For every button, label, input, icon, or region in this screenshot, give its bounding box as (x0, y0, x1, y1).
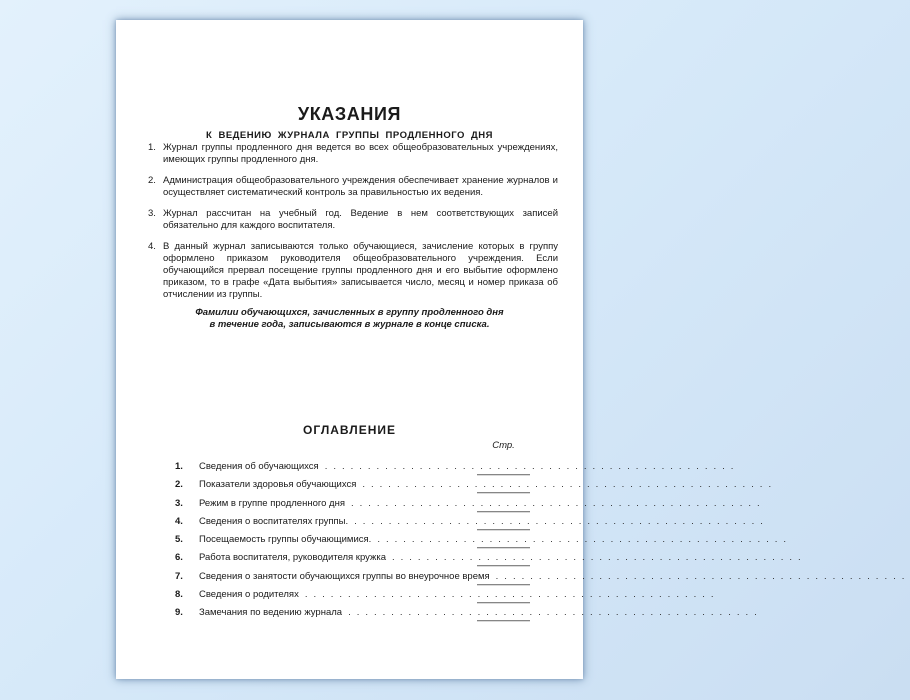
page-number-blank (477, 474, 530, 475)
toc-item-number: 6. (175, 552, 183, 564)
page-number-blank (477, 565, 530, 566)
dot-leader: ................................................ (362, 479, 778, 491)
list-item-number: 3. (148, 208, 156, 219)
list-item-number: 2. (148, 175, 156, 186)
document-page (116, 20, 910, 679)
list-item (148, 142, 558, 166)
page-number-blank (477, 620, 530, 621)
toc-row (175, 497, 766, 516)
toc-heading: ОГЛАВЛЕНИЕ (302, 423, 396, 437)
toc-row (175, 515, 769, 534)
list-item-number: 4. (148, 241, 156, 252)
toc-item-label: Посещаемость группы обучающимися. (199, 534, 372, 546)
dot-leader: ................................................ (348, 607, 763, 619)
toc-row (175, 607, 763, 625)
page-title: УКАЗАНИЯ (297, 104, 402, 124)
toc-item-label: Работа воспитателя, руководителя кружка (199, 552, 386, 564)
dot-leader: ................................................ (350, 497, 766, 509)
page-subtitle: К ВЕДЕНИЮ ЖУРНАЛА ГРУППЫ ПРОДЛЕННОГО ДНЯ (206, 130, 493, 141)
enrollment-note: Фамилии обучающихся, зачисленных в группу продленного дня в течение года, записываются в журнале в конце списка. (195, 307, 504, 330)
page-number-blank (477, 511, 530, 512)
toc-item-number: 7. (175, 570, 183, 582)
page-number-blank (477, 547, 530, 548)
toc-item-label: Показатели здоровья обучающихся (199, 479, 357, 491)
dot-leader: ................................................ (391, 552, 807, 564)
list-item-text: Администрация общеобразовательного учреждения обеспечивает хранение журналов и осуществляет систематический контроль за правильностью их ведения. (163, 175, 558, 198)
list-item (148, 241, 558, 301)
toc-item-number: 2. (175, 479, 183, 491)
toc-item-label: Сведения о воспитателях группы. (199, 515, 349, 527)
toc-list (175, 461, 910, 626)
toc-item-number: 9. (175, 607, 183, 619)
toc-item-number: 8. (175, 589, 183, 601)
toc-row (175, 479, 778, 497)
dot-leader: ................................................ (304, 589, 720, 601)
list-item-number: 1. (148, 142, 156, 153)
toc-item-number: 4. (175, 515, 183, 527)
dot-leader: ................................................ (495, 570, 910, 582)
list-item (148, 208, 558, 232)
dot-leader: ................................................ (354, 515, 769, 527)
instructions-list (148, 142, 558, 310)
toc-item-label: Сведения об обучающихся (199, 461, 319, 472)
page-number-blank (477, 584, 530, 585)
toc-row (175, 589, 720, 607)
list-item-text: В данный журнал записываются только обучающиеся, зачисление которых в группу оформлено приказом руководителя общеобразовательного учреждения. Если обучающийся прервал посещение группы продленного дня и его выбытие оформлено приказом, то в графе «Дата выбытия» записывается число, месяц и номер приказа об отчислении из группы. (163, 241, 558, 300)
page-number-blank (477, 602, 530, 603)
toc-row (175, 552, 807, 570)
toc-page-column-label: Стр. (492, 440, 515, 451)
page-number-blank (477, 492, 530, 493)
page-number-blank (477, 529, 530, 530)
dot-leader: ................................................ (377, 534, 793, 546)
toc-item-number: 3. (175, 497, 183, 509)
list-item-text: Журнал группы продленного дня ведется во всех общеобразовательных учреждениях, имеющих группы продленного дня. (163, 142, 558, 165)
toc-item-label: Сведения о родителях (199, 589, 299, 601)
toc-row (175, 570, 910, 589)
toc-row (175, 461, 740, 479)
dot-leader: ................................................ (324, 461, 740, 472)
toc-item-label: Сведения о занятости обучающихся группы во внеурочное время (199, 570, 490, 582)
list-item-text: Журнал рассчитан на учебный год. Ведение в нем соответствующих записей обязательно для каждого воспитателя. (163, 208, 558, 231)
toc-item-number: 5. (175, 534, 183, 546)
toc-item-label: Режим в группе продленного дня (199, 497, 345, 509)
toc-item-number: 1. (175, 461, 183, 472)
toc-row (175, 534, 793, 552)
toc-item-label: Замечания по ведению журнала (199, 607, 343, 619)
list-item (148, 175, 558, 199)
